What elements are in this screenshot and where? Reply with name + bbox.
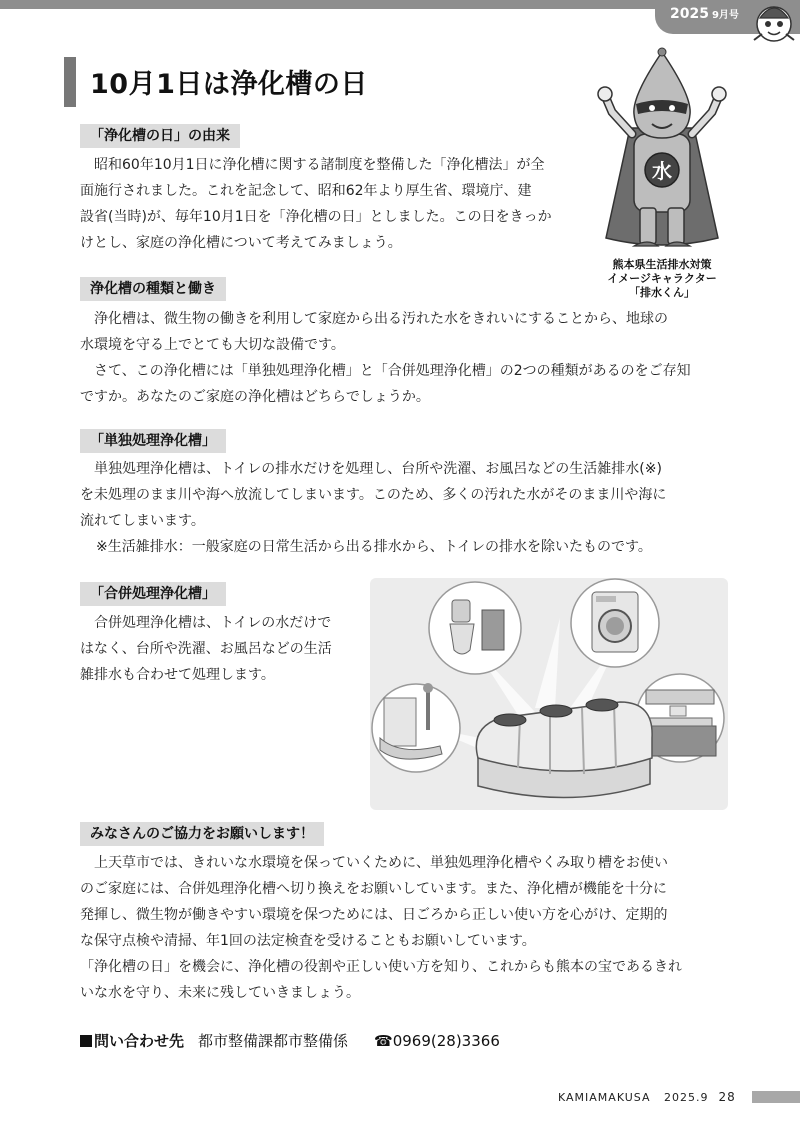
contact-line <box>80 1030 500 1051</box>
page-footer <box>558 1090 736 1104</box>
phone-icon: ☎ <box>374 1032 393 1050</box>
mascot-caption <box>592 258 732 300</box>
text-line: 設省(当時)が、毎年10月1日を「浄化槽の日」としました。この日をきっか <box>80 209 552 225</box>
section-body-types <box>80 306 740 410</box>
text-line: 発揮し、微生物が働きやすい環境を保つためには、日ごろから正しい使い方を心がけ、定期的 <box>80 907 668 923</box>
text-line: 面施行されました。これを記念して、昭和62年より厚生省、環境庁、建 <box>80 183 532 199</box>
text-line: いな水を守り、未来に残していきましょう。 <box>80 985 360 1001</box>
text-line: のご家庭には、合併処理浄化槽へ切り換えをお願いしています。また、浄化槽が機能を十分に <box>80 881 667 897</box>
caption-line: 「排水くん」 <box>629 286 695 299</box>
contact-label: 問い合わせ先 <box>94 1032 185 1050</box>
footer-issue: 2025.9 <box>664 1091 709 1104</box>
text-line: 「浄化槽の日」を機会に、浄化槽の役割や正しい使い方を知り、これからも熊本の宝であるきれ <box>80 959 682 975</box>
text-line: 上天草市では、きれいな水環境を保っていくために、単独処理浄化槽やくみ取り槽をお使い <box>94 855 668 871</box>
text-line: はなく、台所や洗濯、お風呂などの生活 <box>80 641 332 657</box>
issue-label <box>670 6 739 22</box>
text-line: 水環境を守る上でとても大切な設備です。 <box>80 337 345 353</box>
section-body-request <box>80 850 740 1006</box>
caption-line: 熊本県生活排水対策 <box>612 258 712 271</box>
contact-department: 都市整備課都市整備係 <box>198 1032 349 1050</box>
section-heading-combined: 「合併処理浄化槽」 <box>80 582 226 606</box>
text-line: 流れてしまいます。 <box>80 513 205 529</box>
section-heading-origin: 「浄化槽の日」の由来 <box>80 124 240 148</box>
contact-phone: 0969(28)3366 <box>392 1032 500 1050</box>
title-accent-bar <box>64 57 76 107</box>
septic-tank-illustration <box>370 578 728 810</box>
section-body-combined <box>80 610 365 688</box>
caption-line: イメージキャラクター <box>607 272 717 285</box>
footnote-zatsuhaisui: ※生活雑排水：一般家庭の日常生活から出る排水から、トイレの排水を除いたものです。 <box>96 539 652 555</box>
washing-machine-scene-icon <box>571 579 659 667</box>
text-line: ですか。あなたのご家庭の浄化槽はどちらでしょうか。 <box>80 389 430 405</box>
issue-year: 2025 <box>670 6 709 22</box>
section-body-origin <box>80 152 590 256</box>
text-line: な保守点検や清掃、年1回の法定検査を受けることもお願いしています。 <box>80 933 536 949</box>
haisui-kun-mascot <box>592 42 732 260</box>
text-line: を未処理のまま川や海へ放流してしまいます。このため、多くの汚れた水がそのまま川や海に <box>80 487 667 503</box>
bathroom-scene-icon <box>372 683 460 772</box>
text-line: 雑排水も合わせて処理します。 <box>80 667 275 683</box>
section-body-single <box>80 456 740 534</box>
text-line: 昭和60年10月1日に浄化槽に関する諸制度を整備した「浄化槽法」が全 <box>94 157 545 173</box>
section-heading-request: みなさんのご協力をお願いします！ <box>80 822 324 846</box>
issue-month: 9月号 <box>711 10 739 21</box>
text-line: 単独処理浄化槽は、トイレの排水だけを処理し、台所や洗濯、お風呂などの生活雑排水(※) <box>94 461 662 477</box>
footer-magazine: KAMIAMAKUSA <box>558 1091 651 1104</box>
toilet-scene-icon <box>429 582 521 674</box>
section-heading-single: 「単独処理浄化槽」 <box>80 429 226 453</box>
page-title: 10月1日は浄化槽の日 <box>90 69 368 100</box>
text-line: けとし、家庭の浄化槽について考えてみましょう。 <box>80 235 402 251</box>
page-number: 28 <box>718 1090 736 1104</box>
text-line: さて、この浄化槽には「単独処理浄化槽」と「合併処理浄化槽」の2つの種類があるのをご存知 <box>94 363 691 379</box>
text-line: 浄化槽は、微生物の働きを利用して家庭から出る汚れた水をきれいにすることから、地球の <box>94 311 668 327</box>
bullet-square-icon <box>80 1035 92 1047</box>
text-line: 合併処理浄化槽は、トイレの水だけで <box>94 615 332 631</box>
section-heading-types: 浄化槽の種類と働き <box>80 277 226 301</box>
header-mascot-icon <box>748 0 800 48</box>
footer-accent-bar <box>752 1091 800 1103</box>
chest-emblem-glyph: 水 <box>652 159 672 183</box>
